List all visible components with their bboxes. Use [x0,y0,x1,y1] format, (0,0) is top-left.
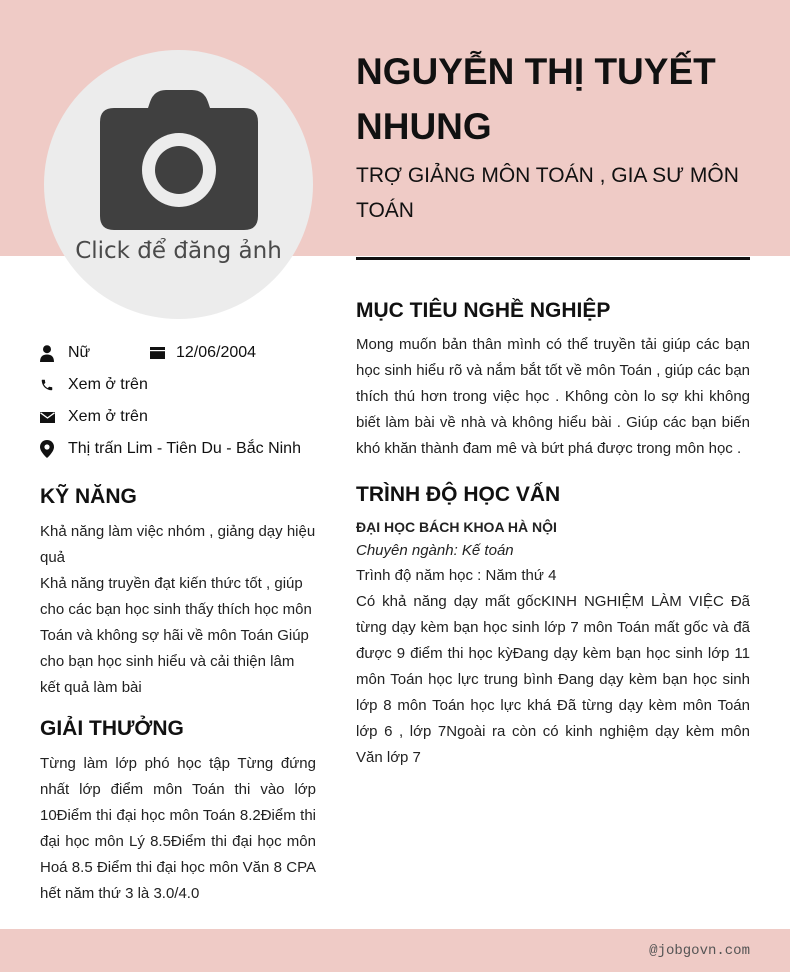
calendar-icon [150,347,176,359]
photo-upload[interactable] [44,50,313,319]
skill-item: Khả năng truyền đạt kiến thức tốt , giúp cho các bạn học sinh thấy thích học môn Toán và không sợ hãi về môn Toán Giúp cho bạn học sinh hiểu và cải thiện lâm kết quả làm bài [40,575,312,696]
phone-row [40,369,148,401]
footer-watermark: @jobgovn.com [649,943,750,959]
photo-upload-label: Click để đăng ảnh [75,238,282,264]
skill-item: Khả năng làm việc nhóm , giảng dạy hiệu quả [40,523,316,566]
skills-list [40,519,316,701]
personal-info [40,337,320,467]
education-level: Trình độ năm học : Năm thứ 4 [356,567,557,584]
job-title: TRỢ GIẢNG MÔN TOÁN , GIA SƯ MÔN TOÁN [356,164,739,222]
awards-heading: GIẢI THƯỞNG [40,717,184,740]
education-major: Chuyên ngành: Kế toán [356,542,514,559]
footer-band [0,929,790,972]
candidate-name: NGUYỄN THỊ TUYẾT NHUNG [356,51,716,147]
awards-text: Từng làm lớp phó học tập Từng đứng nhất lớp điểm môn Toán thi vào lớp 10Điểm thi đại học môn Toán 8.2Điểm thi đại học môn Lý 8.5Điểm thi đại học môn Hoá 8.5 Điểm thi đại học môn Văn 8 CPA hết năm thứ 3 là 3.0/4.0 [40,755,316,902]
skills-heading: KỸ NĂNG [40,485,137,508]
gender-row [40,337,90,369]
birthday-value: 12/06/2004 [176,344,257,361]
objective-heading: MỤC TIÊU NGHỀ NGHIỆP [356,299,611,322]
map-pin-icon [40,440,68,458]
email-value: Xem ở trên [68,408,148,425]
gender-value: Nữ [68,344,91,361]
phone-value: Xem ở trên [68,376,148,393]
education-heading: TRÌNH ĐỘ HỌC VẤN [356,483,561,506]
address-row [40,433,301,465]
phone-icon [40,378,68,392]
person-icon [40,345,68,362]
education-school: ĐẠI HỌC BÁCH KHOA HÀ NỘI [356,519,557,535]
address-value: Thị trấn Lim - Tiên Du - Bắc Ninh [68,440,301,457]
title-divider [356,257,750,260]
email-row [40,401,148,433]
objective-text: Mong muốn bản thân mình có thể truyền tải giúp các bạn học sinh hiểu rõ và nắm bắt tốt về môn Toán , giúp các bạn thích thú hơn trong việc học . Không còn lo sợ khi không biết làm bài về nhà và không hiểu bài . Giúp các bạn biến khó khăn thành đam mê và bứt phá được trong môn học . [356,336,750,457]
birthday-row [150,337,256,369]
education-description: Có khả năng dạy mất gốcKINH NGHIỆM LÀM VIỆC Đã từng dạy kèm bạn học sinh lớp 7 môn Toán mất gốc và đã được 9 điểm thi học kỳĐang dạy kèm bạn học sinh lớp 11 môn Toán học lực trung bình Đang dạy kèm bạn học sinh lớp 8 môn Toán học lực khá Đã từng dạy kèm môn Toán lớp 6 , lớp 7Ngoài ra còn có kinh nghiệm dạy kèm môn Văn lớp 7 [356,593,750,766]
camera-icon [98,90,260,232]
envelope-icon [40,412,68,423]
